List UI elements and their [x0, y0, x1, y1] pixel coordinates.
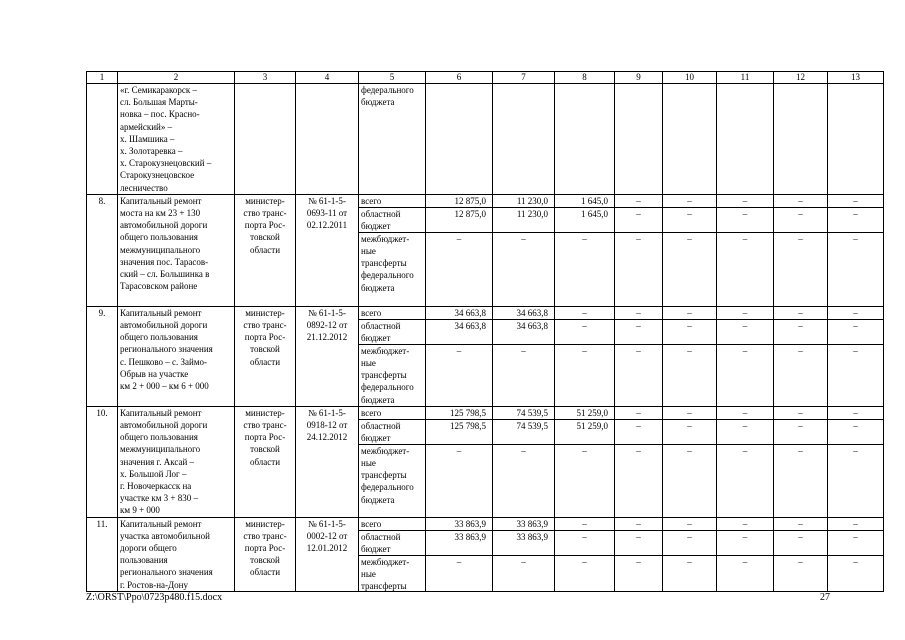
amount-federal: – [828, 444, 883, 506]
amount-total: – [798, 195, 803, 206]
amount-total: 125 798,5 [450, 407, 486, 418]
amount-total: 33 863,9 [516, 518, 548, 529]
amount-regional: – [663, 319, 716, 344]
amount-regional: – [663, 207, 716, 232]
amount-regional: 1 645,0 [555, 207, 614, 232]
amount-cell [663, 517, 717, 591]
amount-cell [493, 194, 555, 306]
amount-federal: – [555, 232, 614, 306]
amount-total: – [582, 518, 587, 529]
amount-federal: – [717, 444, 773, 506]
amount-federal: – [663, 555, 716, 580]
amount-federal: – [493, 232, 554, 306]
amount-federal: – [555, 444, 614, 506]
amount-cell [717, 517, 774, 591]
funding-source-regional: областной бюджет [359, 530, 425, 555]
amount-regional: – [663, 530, 716, 555]
amount-total: 11 230,0 [516, 195, 548, 206]
amount-cell [615, 406, 663, 517]
funding-source-regional: областной бюджет [359, 207, 425, 232]
funding-source-cell [359, 306, 426, 406]
amount-cell [774, 194, 828, 306]
budget-table [86, 71, 884, 592]
funding-source-federal: межбюджет- ные трансферты федерального бюджета [359, 344, 425, 406]
amount-total: – [636, 407, 641, 418]
amount-federal: – [774, 232, 827, 306]
amount-federal: – [774, 444, 827, 506]
amount-cell [555, 306, 615, 406]
amount-cell [426, 517, 493, 591]
amount-regional: 34 663,8 [426, 319, 492, 344]
agency: министер- ство транс- порта Рос- товской области [235, 406, 296, 517]
amount-regional: – [615, 419, 662, 444]
column-number-1: 1 [87, 72, 118, 84]
column-number-11: 11 [717, 72, 774, 84]
amount-cell [555, 517, 615, 591]
amount-regional: – [555, 530, 614, 555]
amount-federal: – [717, 555, 773, 580]
amount-total: – [853, 195, 858, 206]
row-number: 11. [87, 517, 118, 591]
amount-federal: – [663, 232, 716, 306]
amount-cell [615, 194, 663, 306]
amount-total: 1 645,0 [581, 195, 608, 206]
amount-regional: – [717, 530, 773, 555]
amount-total: – [798, 518, 803, 529]
amount-regional: – [774, 319, 827, 344]
amount-total: – [742, 407, 748, 418]
contract-number: № 61-1-5- 0892-12 от 21.12.2012 [296, 306, 359, 406]
amount-federal: – [615, 555, 662, 580]
funding-source-cell [359, 517, 426, 591]
amount-regional: – [828, 530, 883, 555]
column-number-7: 7 [493, 72, 555, 84]
amount-regional: 33 863,9 [426, 530, 492, 555]
amount-total: – [636, 518, 641, 529]
amount-federal: – [717, 232, 773, 306]
amount-total: – [742, 518, 748, 529]
amount-federal: – [555, 555, 614, 580]
row-number: 9. [87, 306, 118, 406]
column-number-4: 4 [296, 72, 359, 84]
amount-regional: 125 798,5 [426, 419, 492, 444]
amount-federal: – [615, 344, 662, 406]
row-number: 8. [87, 194, 118, 306]
amount-regional: 33 863,9 [493, 530, 554, 555]
amount-regional: – [774, 207, 827, 232]
amount-cell [426, 306, 493, 406]
amount-federal: – [828, 344, 883, 406]
amount-federal: – [663, 444, 716, 506]
contract-number: № 61-1-5- 0918-12 от 24.12.2012 [296, 406, 359, 517]
amount-federal: – [828, 555, 883, 580]
contract-number: № 61-1-5- 0002-12 от 12.01.2012 [296, 517, 359, 591]
amount-federal: – [493, 555, 554, 580]
row-number: 10. [87, 406, 118, 517]
amount-regional: – [717, 319, 773, 344]
amount-total: – [798, 407, 803, 418]
continuation-row [87, 84, 884, 195]
amount-cell [615, 517, 663, 591]
column-number-10: 10 [663, 72, 717, 84]
amount-regional: – [828, 419, 883, 444]
funding-source-federal: межбюджет- ные трансферты федерального бюджета [359, 444, 425, 506]
funding-source-regional: областной бюджет [359, 419, 425, 444]
table-row [87, 517, 884, 591]
amount-regional: – [555, 319, 614, 344]
amount-cell [615, 306, 663, 406]
funding-source-cell [359, 194, 426, 306]
amount-regional: – [717, 419, 773, 444]
amount-total: – [687, 407, 692, 418]
funding-source-federal: межбюджет- ные трансферты [359, 555, 425, 580]
amount-total: – [687, 195, 692, 206]
amount-total: – [853, 307, 858, 318]
amount-cell [426, 406, 493, 517]
funding-source-total: всего [361, 195, 382, 206]
amount-regional: – [615, 319, 662, 344]
amount-federal: – [426, 555, 492, 580]
amount-total: – [687, 518, 692, 529]
amount-federal: – [717, 344, 773, 406]
amount-federal: – [663, 344, 716, 406]
amount-federal: – [493, 444, 554, 506]
amount-total: – [636, 195, 641, 206]
amount-total: 34 663,8 [454, 307, 486, 318]
amount-cell [663, 306, 717, 406]
funding-source-total: всего [361, 518, 382, 529]
amount-total: 51 259,0 [576, 407, 608, 418]
amount-regional: – [774, 530, 827, 555]
column-number-9: 9 [615, 72, 663, 84]
amount-cell [717, 406, 774, 517]
table-row [87, 306, 884, 406]
amount-total: – [798, 307, 803, 318]
column-number-row [87, 72, 884, 84]
amount-regional: 34 663,8 [493, 319, 554, 344]
amount-cell [555, 406, 615, 517]
amount-federal: – [828, 232, 883, 306]
funding-source-cell [359, 406, 426, 517]
amount-total: 12 875,0 [454, 195, 486, 206]
amount-regional: – [774, 419, 827, 444]
funding-source-total: всего [361, 307, 382, 318]
agency: министер- ство транс- порта Рос- товской области [235, 517, 296, 591]
amount-federal: – [493, 344, 554, 406]
amount-cell [493, 306, 555, 406]
continuation-funding-source: федерального бюджета [361, 85, 414, 108]
column-number-5: 5 [359, 72, 426, 84]
amount-cell [774, 517, 828, 591]
amount-regional: 12 875,0 [426, 207, 492, 232]
object-name: Капитальный ремонт моста на км 23 + 130 автомобильной дороги общего пользования межмуниципального значения пос. Тарасов- ский – сл. Большинка в Тарасовском районе [118, 194, 235, 306]
amount-cell [828, 306, 884, 406]
amount-regional: – [717, 207, 773, 232]
column-number-12: 12 [774, 72, 828, 84]
table-row [87, 406, 884, 517]
amount-total: – [636, 307, 641, 318]
amount-regional: 11 230,0 [493, 207, 554, 232]
amount-regional: – [663, 419, 716, 444]
table-row [87, 194, 884, 306]
object-name: Капитальный ремонт автомобильной дороги общего пользования межмуниципального значения г. Аксай – х. Большой Лог – г. Новочеркасск на участке км 3 + 830 – км 9 + 000 [118, 406, 235, 517]
funding-source-regional: областной бюджет [359, 319, 425, 344]
amount-total: 74 539,5 [516, 407, 548, 418]
object-name: Капитальный ремонт участка автомобильной дороги общего пользования регионального значения г. Ростов-на-Дону [118, 517, 235, 591]
amount-cell [426, 194, 493, 306]
amount-cell [828, 517, 884, 591]
amount-cell [774, 406, 828, 517]
continuation-object-name: «г. Семикаракорск – сл. Большая Марты- новка – пос. Красно- армейский» – х. Шамшика – х. Золотаревка – х. Старокузнецовский – Старокузнецовское лесничество [118, 84, 235, 195]
amount-cell [663, 406, 717, 517]
amount-regional: 74 539,5 [493, 419, 554, 444]
amount-regional: – [615, 207, 662, 232]
funding-source-total: всего [361, 407, 382, 418]
amount-cell [717, 194, 774, 306]
amount-total: – [742, 307, 748, 318]
column-number-2: 2 [118, 72, 235, 84]
amount-cell [774, 306, 828, 406]
amount-cell [555, 194, 615, 306]
amount-total: 34 663,8 [516, 307, 548, 318]
column-number-6: 6 [426, 72, 493, 84]
amount-regional: – [615, 530, 662, 555]
amount-federal: – [774, 344, 827, 406]
column-number-3: 3 [235, 72, 296, 84]
amount-regional: – [828, 319, 883, 344]
amount-cell [717, 306, 774, 406]
agency: министер- ство транс- порта Рос- товской области [235, 194, 296, 306]
amount-total: – [853, 518, 858, 529]
amount-federal: – [426, 444, 492, 506]
amount-cell [493, 517, 555, 591]
contract-number: № 61-1-5- 0693-11 от 02.12.2011 [296, 194, 359, 306]
amount-regional: – [828, 207, 883, 232]
object-name: Капитальный ремонт автомобильной дороги общего пользования регионального значения с. Пешково – с. Займо- Обрыв на участке км 2 + 000 – км 6 + 000 [118, 306, 235, 406]
amount-total: – [582, 307, 587, 318]
footer-file-path: Z:\ORST\Ppo\0723p480.f15.docx [86, 592, 223, 603]
amount-federal: – [426, 344, 492, 406]
amount-federal: – [774, 555, 827, 580]
amount-regional: 51 259,0 [555, 419, 614, 444]
amount-cell [663, 194, 717, 306]
amount-cell [493, 406, 555, 517]
amount-total: 33 863,9 [454, 518, 486, 529]
amount-federal: – [615, 232, 662, 306]
agency: министер- ство транс- порта Рос- товской области [235, 306, 296, 406]
amount-federal: – [555, 344, 614, 406]
column-number-13: 13 [828, 72, 884, 84]
amount-federal: – [615, 444, 662, 506]
footer-page-number: 27 [820, 592, 830, 603]
amount-federal: – [426, 232, 492, 306]
amount-cell [828, 406, 884, 517]
funding-source-federal: межбюджет- ные трансферты федерального бюджета [359, 232, 425, 306]
amount-total: – [687, 307, 692, 318]
amount-total: – [853, 407, 858, 418]
amount-cell [828, 194, 884, 306]
column-number-8: 8 [555, 72, 615, 84]
amount-total: – [742, 195, 748, 206]
